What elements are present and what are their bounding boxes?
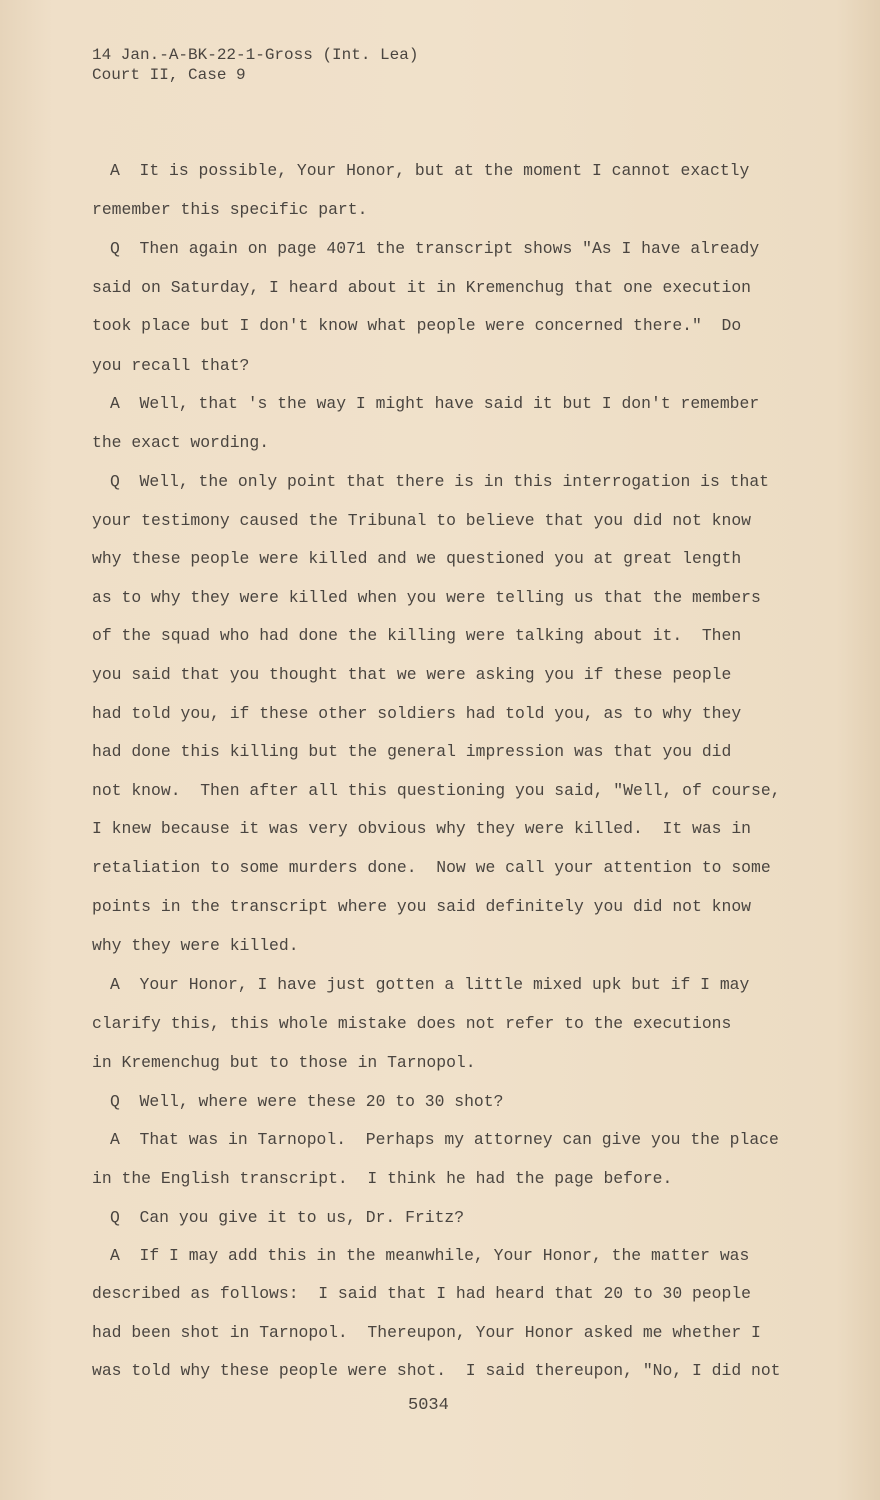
- transcript-line: was told why these people were shot. I said thereupon, "No, I did not: [92, 1361, 781, 1380]
- transcript-line: Q Then again on page 4071 the transcript shows "As I have already: [110, 239, 760, 258]
- transcript-line: I knew because it was very obvious why they were killed. It was in: [92, 819, 752, 838]
- transcript-line: you said that you thought that we were asking you if these people: [92, 665, 732, 684]
- transcript-line: you recall that?: [92, 356, 250, 375]
- page-number: 5034: [408, 1396, 449, 1415]
- transcript-line: not know. Then after all this questioning you said, "Well, of course,: [92, 781, 781, 800]
- transcript-line: took place but I don't know what people were concerned there." Do: [92, 316, 742, 335]
- transcript-line: Q Can you give it to us, Dr. Fritz?: [110, 1208, 465, 1227]
- transcript-line: said on Saturday, I heard about it in Kremenchug that one execution: [92, 278, 752, 297]
- transcript-line: remember this specific part.: [92, 200, 368, 219]
- transcript-line: of the squad who had done the killing were talking about it. Then: [92, 626, 742, 645]
- transcript-line: had been shot in Tarnopol. Thereupon, Your Honor asked me whether I: [92, 1323, 761, 1342]
- transcript-line: had told you, if these other soldiers had told you, as to why they: [92, 704, 742, 723]
- transcript-line: described as follows: I said that I had heard that 20 to 30 people: [92, 1284, 752, 1303]
- transcript-line: why they were killed.: [92, 936, 299, 955]
- transcript-line: in the English transcript. I think he had the page before.: [92, 1169, 673, 1188]
- transcript-line: A If I may add this in the meanwhile, Your Honor, the matter was: [110, 1246, 750, 1265]
- header-line-2: Court II, Case 9: [92, 66, 246, 84]
- transcript-line: A It is possible, Your Honor, but at the moment I cannot exactly: [110, 161, 750, 180]
- header-line-1: 14 Jan.-A-BK-22-1-Gross (Int. Lea): [92, 46, 419, 64]
- transcript-line: Q Well, where were these 20 to 30 shot?: [110, 1092, 504, 1111]
- transcript-line: A Your Honor, I have just gotten a little mixed upk but if I may: [110, 975, 750, 994]
- transcript-line: clarify this, this whole mistake does not refer to the executions: [92, 1014, 732, 1033]
- transcript-line: retaliation to some murders done. Now we call your attention to some: [92, 858, 771, 877]
- transcript-line: points in the transcript where you said definitely you did not know: [92, 897, 752, 916]
- transcript-line: the exact wording.: [92, 433, 270, 452]
- transcript-line: in Kremenchug but to those in Tarnopol.: [92, 1053, 476, 1072]
- transcript-line: your testimony caused the Tribunal to believe that you did not know: [92, 511, 752, 530]
- transcript-line: Q Well, the only point that there is in this interrogation is that: [110, 472, 770, 491]
- transcript-line: A That was in Tarnopol. Perhaps my attorney can give you the place: [110, 1130, 779, 1149]
- transcript-line: as to why they were killed when you were telling us that the members: [92, 588, 761, 607]
- transcript-line: A Well, that 's the way I might have said it but I don't remember: [110, 394, 760, 413]
- transcript-line: why these people were killed and we questioned you at great length: [92, 549, 742, 568]
- transcript-line: had done this killing but the general impression was that you did: [92, 742, 732, 761]
